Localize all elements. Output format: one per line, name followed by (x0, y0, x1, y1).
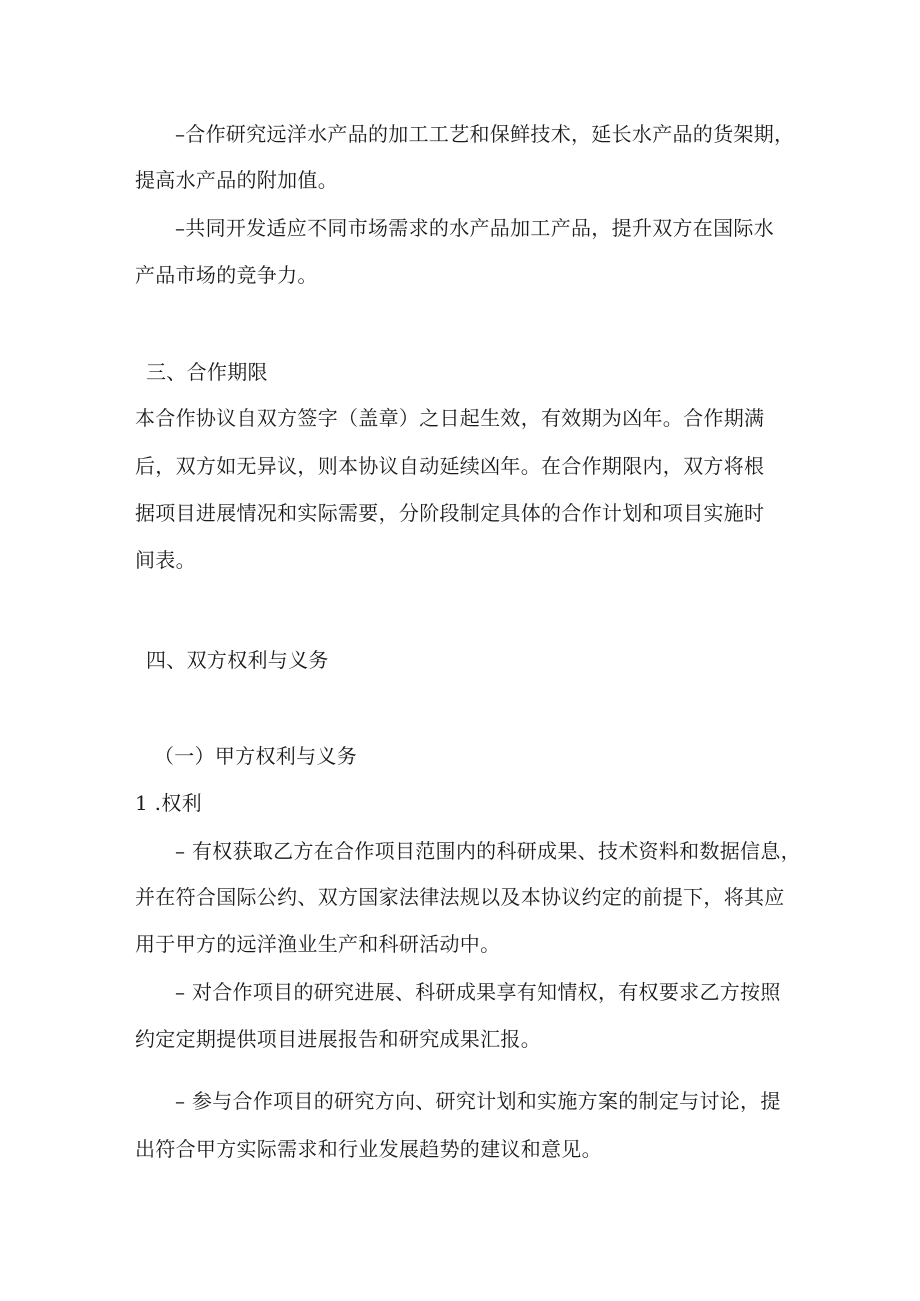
paragraph-line: 据项目进展情况和实际需要，分阶段制定具体的合作计划和项目实施时 (135, 501, 765, 525)
paragraph-line: 本合作协议自双方签字（盖章）之日起生效，有效期为凶年。合作期满 (135, 406, 765, 430)
paragraph-line: – 参与合作项目的研究方向、研究计划和实施方案的制定与讨论，提 (175, 1089, 781, 1113)
paragraph-line: – 对合作项目的研究进展、科研成果享有知情权，有权要求乙方按照 (175, 980, 781, 1004)
paragraph-line: 后，双方如无异议，则本协议自动延续凶年。在合作期限内，双方将根 (135, 454, 765, 478)
paragraph-line: 出符合甲方实际需求和行业发展趋势的建议和意见。 (135, 1137, 602, 1161)
paragraph-line: 间表。 (135, 548, 196, 572)
section-heading: 四、双方权利与义务 (146, 648, 329, 672)
section-heading: 三、合作期限 (146, 360, 268, 384)
subsection-heading: （一）甲方权利与义务 (154, 744, 357, 768)
paragraph-line: 产品市场的竞争力。 (135, 263, 318, 287)
paragraph-line: 约定定期提供项目进展报告和研究成果汇报。 (135, 1027, 541, 1051)
paragraph-line: 并在符合国际公约、双方国家法律法规以及本协议约定的前提下，将其应 (135, 885, 785, 909)
paragraph-line: 用于甲方的远洋渔业生产和科研活动中。 (135, 932, 501, 956)
paragraph-line: 提高水产品的附加值。 (135, 168, 338, 192)
paragraph-line: – 有权获取乙方在合作项目范围内的科研成果、技术资料和数据信息， (175, 839, 801, 863)
paragraph-line: –合作研究远洋水产品的加工工艺和保鲜技术，延长水产品的货架期， (175, 122, 795, 146)
paragraph-line: –共同开发适应不同市场需求的水产品加工产品，提升双方在国际水 (175, 216, 774, 240)
item-heading: 1 .权利 (135, 791, 202, 815)
